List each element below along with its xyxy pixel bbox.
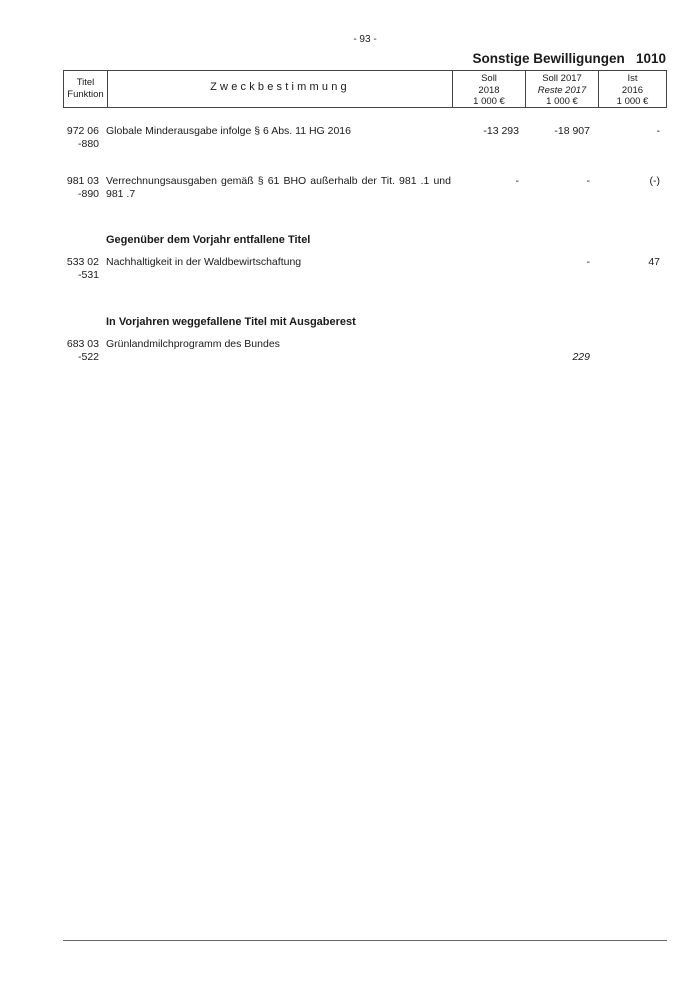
titel-number: 981 03 [66, 175, 99, 187]
header-funktion-label: Funktion [67, 88, 104, 100]
row-titel [63, 125, 99, 151]
section-title: Sonstige Bewilligungen 1010 [472, 51, 666, 66]
header-soll18-unit: 1 000 € [473, 96, 505, 107]
value-ist-2016: - [656, 125, 660, 137]
header-titel-funktion [64, 71, 107, 107]
funktion-number: -890 [77, 188, 99, 200]
header-ist-line2: 2016 [621, 84, 644, 96]
row-description: Globale Minderausgabe infolge § 6 Abs. 11 HG 2016 [106, 125, 351, 137]
header-soll17-line1: Soll 2017 [542, 73, 582, 84]
value-ist-2016: (-) [649, 175, 660, 187]
header-ist-2016 [598, 71, 666, 107]
header-ist-unit: 1 000 € [616, 96, 649, 107]
funktion-number: -531 [77, 269, 99, 281]
header-ist-line1: Ist [627, 73, 638, 84]
titel-number: 972 06 [66, 125, 99, 137]
value-soll-2018: - [515, 175, 519, 187]
header-soll17-unit: 1 000 € [546, 96, 578, 107]
header-zweckbestimmung [107, 71, 452, 107]
table-header [63, 70, 667, 108]
titel-number: 683 03 [66, 338, 99, 350]
row-description: Grünlandmilchprogramm des Bundes [106, 338, 280, 350]
value-soll-2017: -18 907 [554, 125, 590, 137]
funktion-number: -522 [77, 351, 99, 363]
header-zweck-label: Zweckbestimmung [210, 81, 350, 93]
section-heading-weggefallen: In Vorjahren weggefallene Titel mit Ausgaberest [106, 316, 356, 328]
header-soll-2018 [452, 71, 525, 107]
row-titel [63, 175, 99, 201]
value-soll-2017: - [586, 256, 590, 268]
footer-rule [63, 940, 667, 941]
row-description: Nachhaltigkeit in der Waldbewirtschaftung [106, 256, 302, 268]
header-soll17-reste: Reste 2017 [537, 84, 587, 96]
row-titel [63, 338, 99, 364]
value-ist-2016: 47 [648, 256, 660, 268]
value-soll-2017: - [586, 175, 590, 187]
header-soll18-line2: 2018 [478, 84, 500, 96]
value-reste-2017: 229 [572, 351, 590, 363]
page-number: - 93 - [353, 34, 377, 45]
row-description: Verrechnungsausgaben gemäß § 61 BHO außerhalb der Tit. 981 .1 und 981 .7 [106, 175, 451, 200]
row-titel [63, 256, 99, 282]
section-heading-entfallen: Gegenüber dem Vorjahr entfallene Titel [106, 234, 311, 246]
header-soll18-line1: Soll [481, 73, 497, 84]
funktion-number: -880 [77, 138, 99, 150]
header-titel-label: Titel [76, 77, 95, 88]
titel-number: 533 02 [66, 256, 99, 268]
header-soll-2017 [525, 71, 598, 107]
value-soll-2018: -13 293 [483, 125, 519, 137]
